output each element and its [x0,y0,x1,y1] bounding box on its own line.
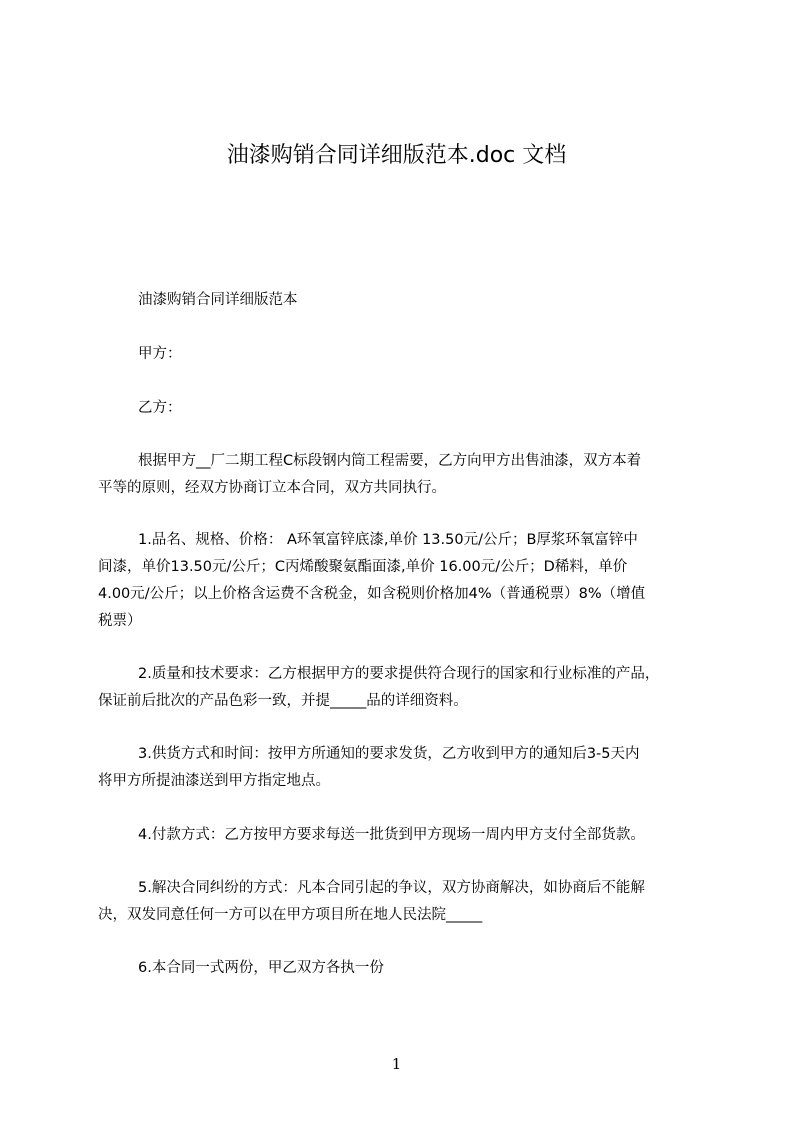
paragraph-line: 3.供货方式和时间：按甲方所通知的要求发货，乙方收到甲方的通知后3-5天内 [138,746,640,762]
paragraph-line: 平等的原则，经双方协商订立本合同，双方共同执行。 [98,480,446,496]
clause-1-paragraph [98,527,703,635]
paragraph-line: 税票） [98,613,142,629]
paragraph-line: 5.解决合同纠纷的方式：凡本合同引起的争议，双方协商解决，如协商后不能解 [138,880,645,896]
paragraph-line: 6.本合同一式两份，甲乙双方各执一份 [138,960,384,976]
clause-6-paragraph [98,955,703,982]
paragraph-line: 油漆购销合同详细版范本 [138,292,298,308]
page-number: 1 [391,1055,402,1073]
paragraph-line: 2.质量和技术要求：乙方根据甲方的要求提供符合现行的国家和行业标准的产品， [138,666,660,682]
paragraph-line: 保证前后批次的产品色彩一致，并提_____品的详细资料。 [98,693,468,709]
paragraph-line: 决，双发同意任何一方可以在甲方项目所在地人民法院_____ [98,907,483,923]
party-b-line [98,395,703,422]
paragraph-line: 甲方： [138,346,182,362]
clause-5-paragraph [98,875,703,929]
paragraph-line: 根据甲方__厂二期工程C标段钢内筒工程需要，乙方向甲方出售油漆，双方本着 [138,453,642,469]
document-title: 油漆购销合同详细版范本.doc 文档 [226,143,567,168]
paragraph-line: 间漆，单价13.50元/公斤；C丙烯酸聚氨酯面漆,单价 16.00元/公斤；D稀料，单价 [98,559,628,575]
clause-3-paragraph [98,741,703,795]
paragraph-line: 1.品名、规格、价格： A环氧富锌底漆,单价 13.50元/公斤；B厚浆环氧富锌中 [138,532,638,548]
paragraph-line: 4.00元/公斤；以上价格含运费不含税金，如含税则价格加4%（普通税票）8%（增值 [98,586,646,602]
paragraph-line: 乙方： [138,400,182,416]
party-a-line [98,341,703,368]
paragraph-line: 4.付款方式：乙方按甲方要求每送一批货到甲方现场一周内甲方支付全部货款。 [138,827,645,843]
clause-4-paragraph [98,822,703,849]
clause-2-paragraph [98,661,703,715]
intro-paragraph [98,448,703,502]
contract-heading [98,287,703,314]
paragraph-line: 将甲方所提油漆送到甲方指定地点。 [98,773,330,789]
